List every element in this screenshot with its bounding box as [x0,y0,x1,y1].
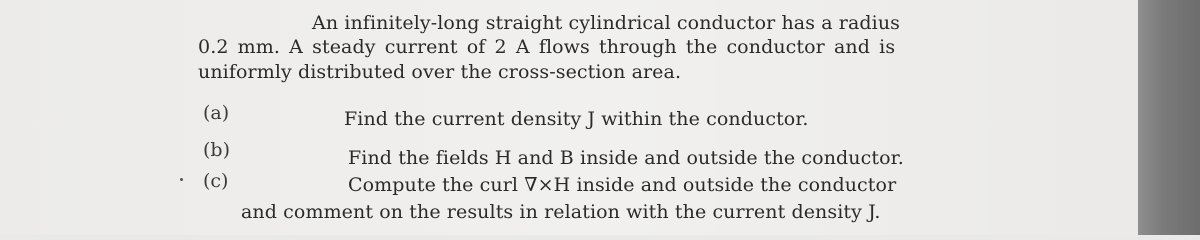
page-edge-shadow [1138,0,1200,235]
part-a-label: (a) [203,102,230,124]
part-c-label: (c) [203,170,229,192]
problem-intro-line-2: 0.2 mm. A steady current of 2 A flows through the conductor and is [198,36,896,58]
part-b-label: (b) [203,139,230,161]
part-b-text: Find the fields H and B inside and outside the conductor. [348,147,904,169]
part-c-text-continued: and comment on the results in relation with the current density J. [241,201,881,223]
part-c-text: Compute the curl ∇×H inside and outside the conductor [348,174,897,196]
problem-intro-line-1: An infinitely-long straight cylindrical conductor has a radius [312,12,901,34]
problem-intro-line-3: uniformly distributed over the cross-section area. [198,61,682,83]
stray-mark [180,178,183,181]
part-a-text: Find the current density J within the conductor. [344,108,809,130]
